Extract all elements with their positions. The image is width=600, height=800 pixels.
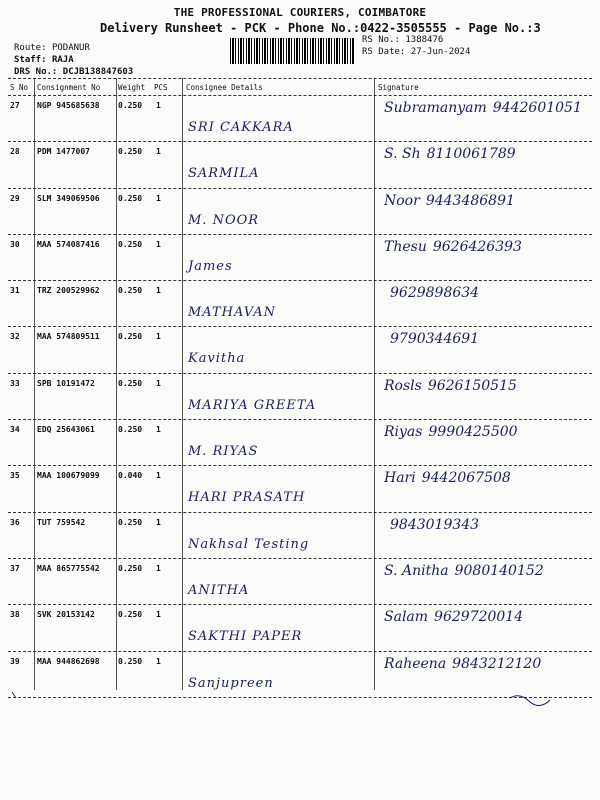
col-header-weight: Weight [118, 83, 146, 92]
row-sno: 37 [10, 563, 20, 573]
row-weight: 0.250 [118, 378, 143, 388]
row-sno: 32 [10, 332, 20, 342]
row-consignee: MARIYA GREETA [188, 397, 317, 413]
signature-name: S. Sh [384, 146, 421, 163]
row-consignment-no: PDM 1477007 [37, 147, 90, 157]
signature-name: Raheena [384, 655, 447, 672]
route-value: PODANUR [51, 43, 90, 53]
row-consignee: ANITHA [188, 582, 250, 598]
row-sno: 28 [10, 147, 20, 157]
signature-phone: 9790344691 [390, 331, 480, 348]
signature-name: Noor [384, 192, 420, 209]
bottom-scribble [10, 690, 590, 710]
runsheet-subtitle: Delivery Runsheet - PCK - Phone No.:0422-3505555 - Page No.:3 [100, 21, 541, 35]
row-consignee: SRI CAKKARA [188, 120, 294, 135]
table-row [8, 96, 592, 142]
row-pcs: 1 [156, 286, 161, 296]
row-weight: 0.250 [118, 425, 143, 435]
signature-phone: 9443486891 [425, 192, 515, 209]
drs-line: DRS No.: DCJB138847603 [14, 67, 134, 77]
row-consignment-no: SLM 349069506 [37, 193, 100, 203]
table-row [8, 559, 592, 605]
row-pcs: 1 [156, 239, 161, 249]
row-sno: 30 [10, 239, 20, 249]
row-signature [384, 470, 589, 508]
table-row [8, 420, 592, 466]
row-signature [384, 517, 589, 555]
row-signature [384, 424, 589, 462]
row-consignment-no: MAA 944862698 [37, 656, 100, 666]
row-sno: 34 [10, 425, 20, 435]
row-consignment-no: EDQ 25643061 [37, 425, 95, 435]
col-header-pcs: PCS [154, 83, 168, 92]
row-pcs: 1 [156, 425, 161, 435]
row-weight: 0.250 [118, 147, 143, 157]
signature-name: Thesu [384, 238, 427, 255]
signature-phone: 9080140152 [454, 562, 544, 579]
row-signature [384, 146, 589, 184]
row-pcs: 1 [156, 517, 161, 527]
table-row [8, 605, 592, 651]
row-consignment-no: MAA 100679099 [37, 471, 100, 481]
row-weight: 0.250 [118, 656, 143, 666]
row-pcs: 1 [156, 193, 161, 203]
signature-phone: 8110061789 [426, 146, 516, 163]
signature-name: S. Anitha [384, 562, 449, 579]
runsheet-header [0, 0, 600, 80]
row-consignee: James [188, 258, 233, 274]
staff-value: RAJA [51, 55, 74, 65]
row-weight: 0.250 [118, 517, 143, 527]
row-signature [384, 239, 589, 277]
row-weight: 0.250 [118, 101, 143, 110]
row-pcs: 1 [156, 332, 161, 342]
row-signature [384, 193, 589, 231]
row-consignee: HARI PRASATH [188, 490, 306, 506]
row-pcs: 1 [156, 378, 161, 388]
table-header [8, 78, 592, 96]
row-consignee: M. RIYAS [188, 444, 259, 460]
row-sno: 35 [10, 471, 20, 481]
signature-name: Rosls [384, 377, 422, 394]
rs-date-value: 27-Jun-2024 [410, 47, 471, 57]
signature-name: Hari [384, 470, 416, 487]
col-header-consignee: Consignee Details [186, 83, 263, 92]
runsheet-table [8, 78, 592, 698]
row-sno: 31 [10, 286, 20, 296]
row-consignment-no: TUT 759542 [37, 517, 86, 527]
row-weight: 0.250 [118, 239, 143, 249]
row-signature [384, 609, 589, 647]
table-row [8, 189, 592, 235]
row-weight: 0.250 [118, 563, 143, 573]
signature-phone: 9442601051 [492, 100, 582, 116]
row-weight: 0.250 [118, 286, 143, 296]
row-signature [384, 331, 589, 369]
row-consignment-no: NGP 945685638 [37, 101, 100, 110]
row-consignment-no: MAA 574809511 [37, 332, 100, 342]
table-row [8, 513, 592, 559]
row-weight: 0.040 [118, 471, 143, 481]
row-pcs: 1 [156, 471, 161, 481]
route-line: Route: PODANUR [14, 43, 90, 53]
rs-no-value: 1388476 [405, 35, 444, 45]
row-consignment-no: SVK 20153142 [37, 610, 95, 620]
signature-name: Subramanyam [384, 100, 487, 116]
row-consignee: Sanjupreen [188, 675, 274, 691]
signature-name: Riyas [384, 424, 423, 441]
col-header-sno: S No [10, 83, 29, 92]
row-pcs: 1 [156, 610, 161, 620]
rs-no-line: RS No.: 1388476 [362, 35, 444, 45]
signature-phone: 9626150515 [427, 377, 517, 394]
row-sno: 36 [10, 517, 20, 527]
signature-phone: 9442067508 [421, 470, 511, 487]
row-sno: 38 [10, 610, 20, 620]
table-row [8, 235, 592, 281]
signature-phone: 9990425500 [428, 424, 518, 441]
row-sno: 33 [10, 378, 20, 388]
row-pcs: 1 [156, 147, 161, 157]
row-consignee: Kavitha [188, 351, 246, 367]
row-signature [384, 563, 589, 601]
row-consignee: Nakhsal Testing [188, 536, 310, 552]
signature-phone: 9629898634 [390, 285, 480, 302]
col-header-signature: Signature [378, 83, 419, 92]
row-sno: 27 [10, 101, 20, 110]
barcode-image [230, 38, 355, 64]
staff-line: Staff: RAJA [14, 55, 74, 65]
signature-phone: 9626426393 [432, 238, 522, 255]
row-signature [384, 656, 589, 694]
row-signature [384, 378, 589, 416]
row-consignment-no: MAA 574087416 [37, 239, 100, 249]
table-row [8, 142, 592, 188]
row-consignment-no: SPB 10191472 [37, 378, 95, 388]
row-sno: 39 [10, 656, 20, 666]
row-consignee: SAKTHI PAPER [188, 629, 303, 645]
table-body [8, 96, 592, 698]
drs-value: DCJB138847603 [62, 67, 134, 77]
row-sno: 29 [10, 193, 20, 203]
row-consignee: M. NOOR [188, 212, 260, 228]
table-row [8, 374, 592, 420]
row-pcs: 1 [156, 101, 161, 110]
rs-info-block [362, 34, 470, 58]
row-pcs: 1 [156, 656, 161, 666]
row-weight: 0.250 [118, 193, 143, 203]
signature-name: Salam [384, 609, 429, 626]
signature-phone: 9629720014 [434, 609, 524, 626]
col-header-consignment: Consignment No [37, 83, 101, 92]
row-pcs: 1 [156, 563, 161, 573]
row-signature [384, 285, 589, 323]
signature-phone: 9843212120 [452, 655, 542, 672]
signature-phone: 9843019343 [390, 516, 480, 533]
row-signature [384, 100, 589, 138]
row-consignee: SARMILA [188, 166, 260, 182]
table-row [8, 281, 592, 327]
row-weight: 0.250 [118, 332, 143, 342]
rs-date-line: RS Date: 27-Jun-2024 [362, 47, 471, 57]
company-title: THE PROFESSIONAL COURIERS, COIMBATORE [173, 6, 427, 19]
route-staff-block [14, 42, 133, 78]
row-consignment-no: TRZ 200529962 [37, 286, 100, 296]
row-weight: 0.250 [118, 610, 143, 620]
row-consignee: MATHAVAN [188, 305, 277, 321]
table-row [8, 327, 592, 373]
row-consignment-no: MAA 865775542 [37, 563, 100, 573]
table-row [8, 466, 592, 512]
